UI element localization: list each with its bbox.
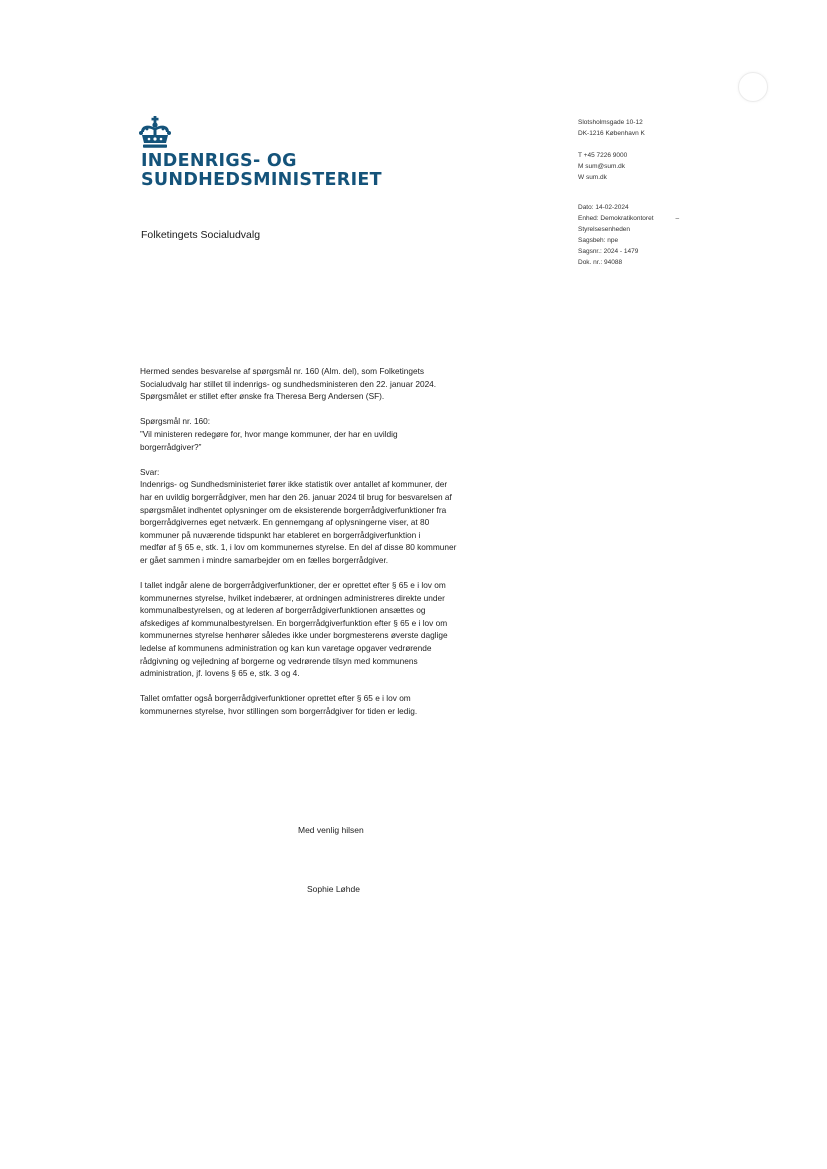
paragraph-2-line: kommunernes styrelse, hvilket indebærer, at ordningen administreres direkte under — [140, 592, 445, 603]
closing-greeting: Med venlig hilsen — [298, 825, 364, 835]
case-handler: Sagsbeh: npe — [578, 237, 619, 244]
answer-line: har en uvildig borgerrådgiver, men har den 26. januar 2024 til brug for besvarelsen af — [140, 491, 452, 502]
paragraph-3-line: kommunernes styrelse, hvor stillingen som borgerrådgiver for tiden er ledig. — [140, 706, 418, 717]
answer-line: Indenrigs- og Sundhedsministeriet fører ikke statistik over antallet af kommuner, der — [140, 479, 448, 490]
answer-line: medfør af § 65 e, stk. 1, i lov om kommunernes styrelse. En del af disse 80 kommuner — [140, 542, 457, 553]
signature-name: Sophie Løhde — [307, 884, 360, 894]
document-number: Dok. nr.: 94088 — [578, 259, 623, 266]
intro-line: Hermed sendes besvarelse af spørgsmål nr. 160 (Alm. del), som Folketingets — [140, 366, 425, 376]
case-number: Sagsnr.: 2024 - 1479 — [578, 248, 639, 255]
paragraph-2-line: kommunalbestyrelsen, og at lederen af borgerrådgiverfunktionen ansættes og — [140, 605, 426, 616]
answer-line: Svar: — [140, 466, 160, 477]
paragraph-2-line: rådgivning og vejledning af borgerne og vedrørende tilsyn med kommunens — [140, 655, 418, 666]
paragraph-2-line: ledelse af kommunens administration og kan kun varetage opgaver vedrørende — [140, 643, 432, 654]
ministry-name — [141, 152, 381, 190]
web: W sum.dk — [578, 174, 607, 181]
question-line: ”Vil ministeren redegøre for, hvor mange kommuner, der har en uvildig — [140, 428, 398, 439]
phone: T +45 7226 9000 — [578, 152, 628, 159]
paragraph-2-line: I tallet indgår alene de borgerrådgiverfunktioner, der er oprettet efter § 65 e i lov om — [140, 580, 446, 591]
letter-body — [140, 365, 510, 730]
email: M sum@sum.dk — [578, 163, 626, 170]
paragraph-3 — [140, 692, 510, 717]
question-line: borgerrådgiver?” — [140, 441, 202, 452]
ministry-name-line2: SUNDHEDSMINISTERIET — [141, 170, 382, 190]
answer-line: spørgsmålet indhentet oplysninger om de eksisterende borgerrådgiverfunktioner fra — [140, 504, 447, 515]
answer-paragraph — [140, 466, 510, 567]
unit-dash: – — [675, 215, 680, 222]
answer-line: kommuner på nuværende tidspunkt har etableret en borgerrådgiverfunktion i — [140, 529, 421, 540]
contact-sidebar — [578, 117, 698, 268]
intro-line: Spørgsmålet er stillet efter ønske fra Theresa Berg Andersen (SF). — [140, 391, 385, 402]
paragraph-2-line: administration, jf. lovens § 65 e, stk. 3 og 4. — [140, 668, 300, 679]
answer-line: borgerrådgivernes eget netværk. En gennemgang af oplysningerne viser, at 80 — [140, 517, 430, 528]
answer-line: er gået sammen i mindre samarbejder om en fælles borgerrådgiver. — [140, 554, 389, 565]
crown-icon — [137, 116, 173, 150]
paragraph-2 — [140, 579, 510, 680]
paragraph-3-line: Tallet omfatter også borgerrådgiverfunktioner oprettet efter § 65 e i lov om — [140, 693, 411, 704]
paragraph-2-line: afskediges af kommunalbestyrelsen. En borgerrådgiverfunktion efter § 65 e i lov om — [140, 617, 448, 628]
question-paragraph — [140, 415, 510, 453]
paragraph-2-line: kommunernes styrelse henhører således ikke under borgmesterens øverste daglige — [140, 630, 448, 641]
unit — [578, 213, 698, 224]
unit-label: Enhed: Demokratikontoret — [578, 215, 654, 222]
intro-line: Socialudvalg har stillet til indenrigs- og sundhedsministeren den 22. januar 2024. — [140, 378, 437, 389]
address-line2: DK-1216 København K — [578, 130, 645, 137]
corner-circle-icon — [738, 72, 768, 102]
address-line1: Slotsholmsgade 10-12 — [578, 119, 643, 126]
date: Dato: 14-02-2024 — [578, 204, 629, 211]
recipient: Folketingets Socialudvalg — [141, 229, 261, 241]
unit-line2: Styrelsesenheden — [578, 226, 631, 233]
ministry-name-line1: INDENRIGS- OG — [141, 151, 297, 171]
question-line: Spørgsmål nr. 160: — [140, 416, 211, 427]
intro-paragraph — [140, 365, 510, 403]
